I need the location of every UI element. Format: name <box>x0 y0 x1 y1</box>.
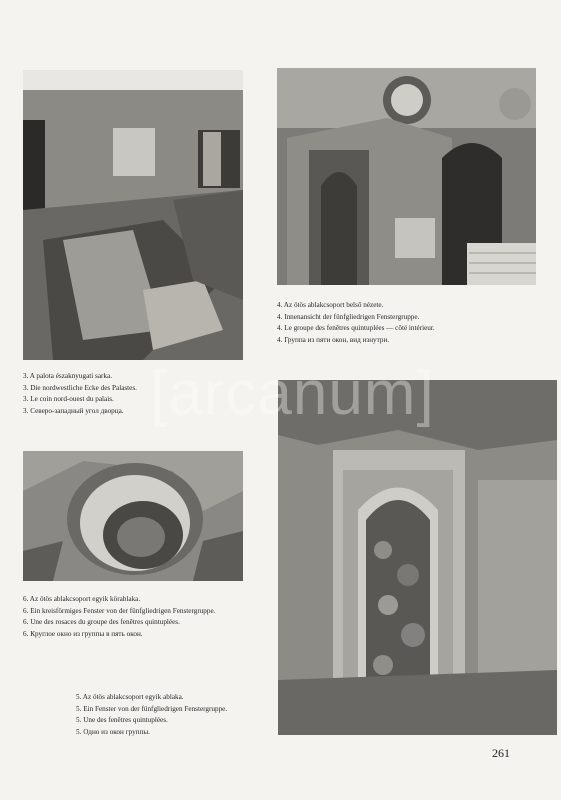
caption-3-de: 3. Die nordwestliche Ecke des Palastes. <box>23 383 137 392</box>
caption-3-hu: 3. A palota északnyugati sarka. <box>23 372 113 380</box>
photo-5-image <box>278 380 557 735</box>
page-number: 261 <box>492 746 510 760</box>
caption-3-fr: 3. Le coin nord-ouest du palais. <box>23 395 114 404</box>
photo-5 <box>278 380 557 735</box>
caption-3 <box>23 371 137 417</box>
caption-6 <box>23 594 216 640</box>
caption-4-fr: 4. Le groupe des fenêtres quintuplées — côté intérieur. <box>277 324 435 333</box>
caption-5-hu: 5. Az ötös ablakcsoport egyik ablaka. <box>76 693 184 701</box>
caption-5-de: 5. Ein Fenster von der fünfgliedrigen Fenstergruppe. <box>76 704 228 713</box>
caption-5-fr: 5. Une des fenêtres quintuplées. <box>76 716 168 725</box>
caption-5-ru: 5. Одно из окон группы. <box>76 727 150 736</box>
caption-3-ru: 3. Северо-западный угол дворца. <box>23 406 124 415</box>
caption-4-hu: 4. Az ötös ablakcsoport belső nézete. <box>277 301 384 309</box>
caption-6-de: 6. Ein kreisförmiges Fenster von der fünfgliedrigen Fenstergruppe. <box>23 606 216 615</box>
photo-4-image <box>277 68 536 285</box>
photo-4 <box>277 68 536 285</box>
photo-3-image <box>23 70 243 360</box>
watermark: [arcanum] <box>150 359 435 428</box>
caption-4-de: 4. Innenansicht der fünfgliedrigen Fenstergruppe. <box>277 312 420 321</box>
caption-4 <box>277 300 435 346</box>
caption-6-fr: 6. Une des rosaces du groupe des fenêtres quintuplées. <box>23 618 180 627</box>
caption-5 <box>76 692 227 738</box>
caption-6-ru: 6. Круглое окно из группы в пять окон. <box>23 629 143 638</box>
caption-4-ru: 4. Группа из пяти окон, вид изнутри. <box>277 335 390 344</box>
caption-6-hu: 6. Az ötös ablakcsoport egyik körablaka. <box>23 595 141 603</box>
photo-6-image <box>23 451 243 581</box>
photo-6 <box>23 451 243 581</box>
photo-3 <box>23 70 243 360</box>
